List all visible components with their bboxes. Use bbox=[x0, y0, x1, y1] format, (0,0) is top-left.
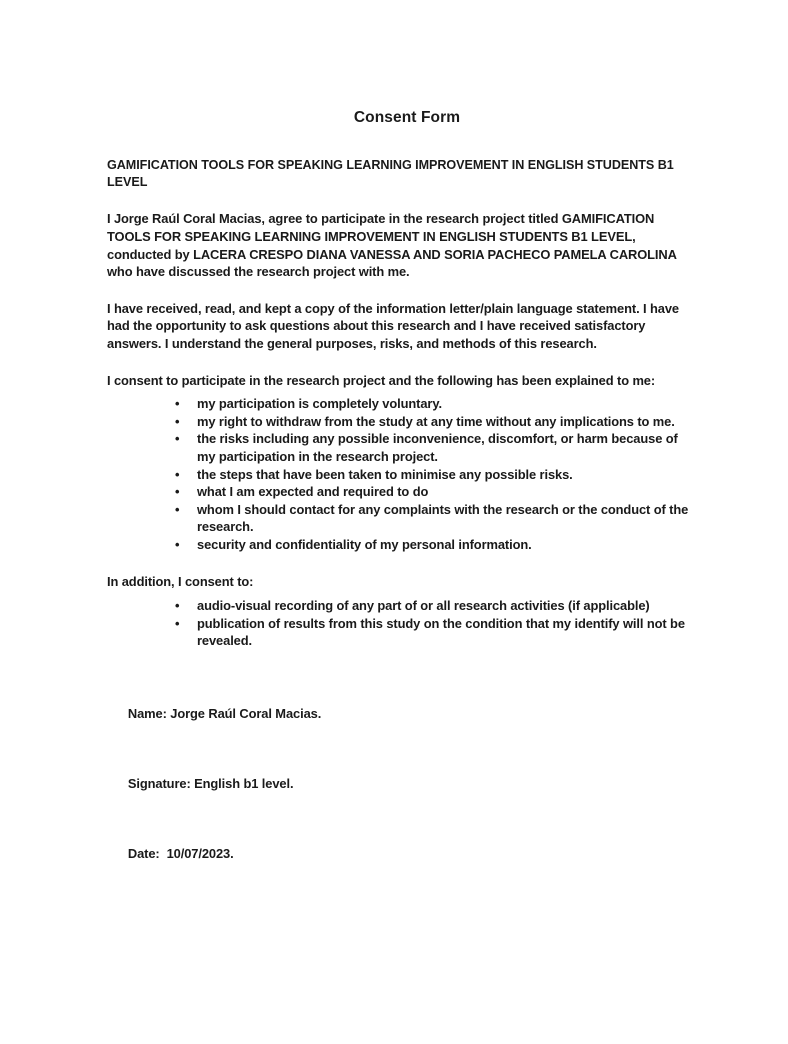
list-item-label: the risks including any possible inconvenience, discomfort, or harm because of my participation in the research project. bbox=[197, 431, 678, 464]
participation-statement-paragraph: I Jorge Raúl Coral Macias, agree to participate in the research project titled GAMIFICATION TOOLS FOR SPEAKING LEARNING IMPROVEMENT IN ENGLISH STUDENTS B1 LEVEL, conducted by LACERA CRESPO DIANA VANESSA AND SORIA PACHECO PAMELA CAROLINA who have discussed the research project with me. bbox=[107, 211, 677, 280]
list-item bbox=[107, 466, 694, 484]
list-item bbox=[107, 483, 694, 501]
date-label: Date: bbox=[127, 846, 160, 861]
bullet-icon: • bbox=[175, 431, 180, 447]
bullet-icon: • bbox=[175, 484, 180, 500]
list-item-label: the steps that have been taken to minimise any possible risks. bbox=[197, 466, 573, 482]
signature-label: Signature: bbox=[127, 776, 191, 792]
list-item bbox=[107, 430, 694, 465]
explained-items-list bbox=[107, 395, 694, 553]
list-item-label: security and confidentiality of my personal information. bbox=[197, 536, 532, 552]
list-item-label: audio-visual recording of any part of or all research activities (if applicable) bbox=[197, 598, 650, 614]
bullet-icon: • bbox=[175, 501, 180, 517]
list-item bbox=[107, 501, 694, 536]
name-field-row bbox=[107, 688, 694, 741]
list-item bbox=[107, 615, 694, 650]
list-item-label: my participation is completely voluntary. bbox=[197, 396, 442, 412]
name-value: Jorge Raúl Coral Macias. bbox=[166, 706, 322, 722]
consent-intro-paragraph: I consent to participate in the research project and the following has been explained to me: bbox=[107, 372, 656, 388]
signature-block bbox=[107, 688, 694, 880]
name-label: Name: bbox=[127, 706, 167, 722]
addition-intro-paragraph: In addition, I consent to: bbox=[107, 574, 254, 590]
list-item-label: my right to withdraw from the study at any time without any implications to me. bbox=[197, 413, 675, 429]
list-item-label: whom I should contact for any complaints with the research or the conduct of the research. bbox=[197, 501, 689, 535]
signature-field-row bbox=[107, 758, 694, 811]
date-value: 10/07/2023. bbox=[159, 846, 234, 861]
addition-items-list bbox=[107, 597, 694, 650]
page-title: Consent Form bbox=[353, 109, 461, 126]
bullet-icon: • bbox=[175, 536, 180, 552]
list-item bbox=[107, 536, 694, 554]
information-received-paragraph: I have received, read, and kept a copy of the information letter/plain language statement. I have had the opportunity to ask questions about this research and I have received satisfactory answers. I understand the general purposes, risks, and methods of this research. bbox=[107, 300, 679, 351]
bullet-icon: • bbox=[175, 466, 180, 482]
list-item bbox=[107, 395, 694, 413]
signature-value: English b1 level. bbox=[190, 776, 294, 792]
list-item-label: publication of results from this study on the condition that my identify will not be revealed. bbox=[197, 615, 685, 649]
bullet-icon: • bbox=[175, 615, 180, 631]
study-title-heading: GAMIFICATION TOOLS FOR SPEAKING LEARNING IMPROVEMENT IN ENGLISH STUDENTS B1 LEVEL bbox=[107, 158, 674, 190]
list-item-label: what I am expected and required to do bbox=[197, 484, 429, 500]
bullet-icon: • bbox=[175, 413, 180, 429]
bullet-icon: • bbox=[175, 598, 180, 614]
date-field-row bbox=[107, 827, 694, 880]
bullet-icon: • bbox=[175, 396, 180, 412]
list-item bbox=[107, 597, 694, 615]
list-item bbox=[107, 413, 694, 431]
